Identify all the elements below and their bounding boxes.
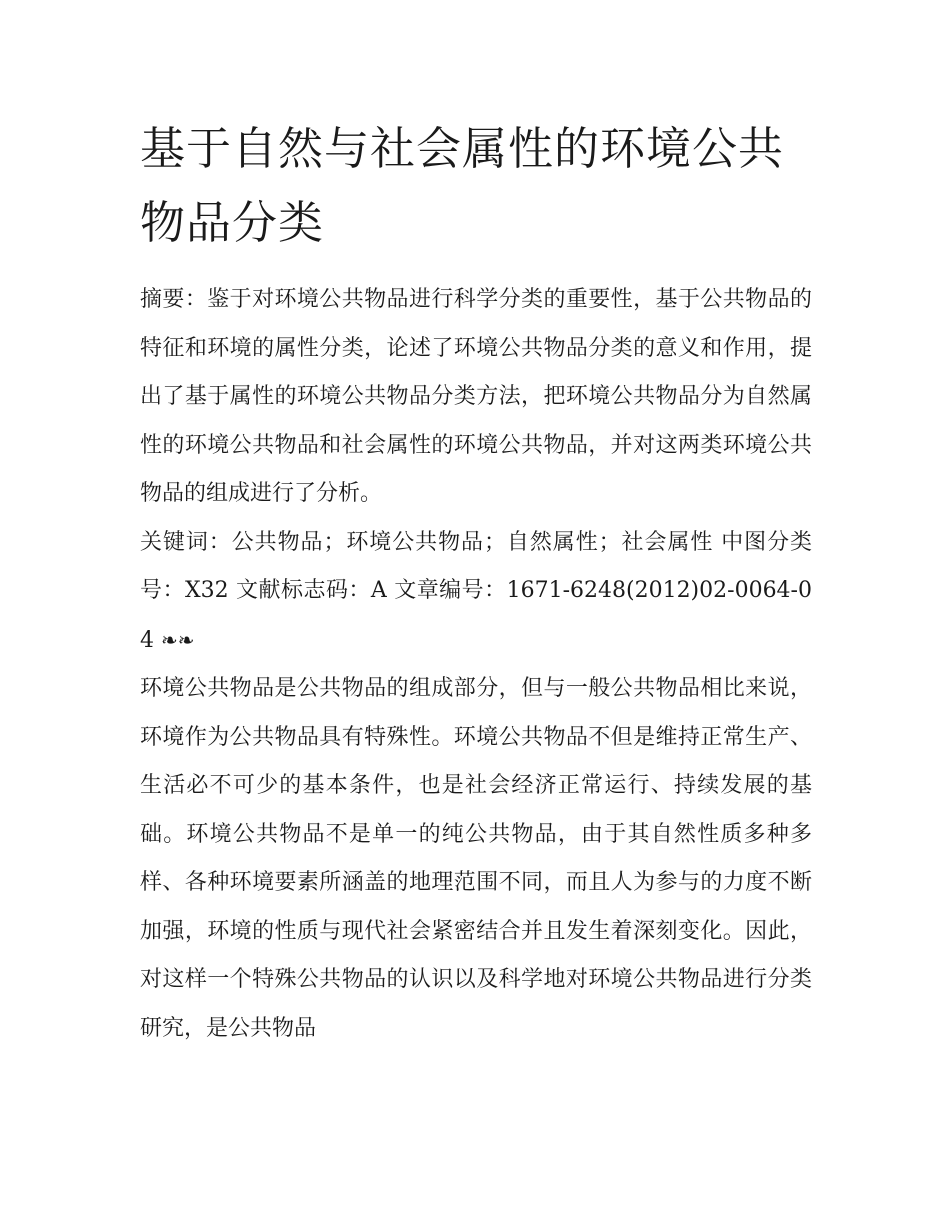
document-title: 基于自然与社会属性的环境公共物品分类 [140, 122, 785, 249]
body-paragraph: 环境公共物品是公共物品的组成部分，但与一般公共物品相比来说，环境作为公共物品具有特殊性。环境公共物品不但是维持正常生产、生活必不可少的基本条件，也是社会经济正常运行、持续发展的基础。环境公共物品不是单一的纯公共物品，由于其自然性质多种多样、各种环境要素所涵盖的地理范围不同，而且人为参与的力度不断加强，环境的性质与现代社会紧密结合并且发生着深刻变化。因此，对这样一个特殊公共物品的认识以及科学地对环境公共物品进行分类研究，是公共物品 [140, 676, 812, 1041]
ornament-icon: ❧❧ [161, 627, 195, 652]
abstract-paragraph: 摘要：鉴于对环境公共物品进行科学分类的重要性，基于公共物品的特征和环境的属性分类，论述了环境公共物品分类的意义和作用，提出了基于属性的环境公共物品分类方法，把环境公共物品分为自然属性的环境公共物品和社会属性的环境公共物品，并对这两类环境公共物品的组成进行了分析。 [140, 287, 812, 506]
document-page [140, 112, 812, 1053]
keywords-paragraph [140, 519, 812, 666]
keywords-text: 关键词：公共物品；环境公共物品；自然属性；社会属性 中图分类号：X32 文献标志码：A 文章编号：1671-6248(2012)02-0064-04 [140, 529, 812, 653]
